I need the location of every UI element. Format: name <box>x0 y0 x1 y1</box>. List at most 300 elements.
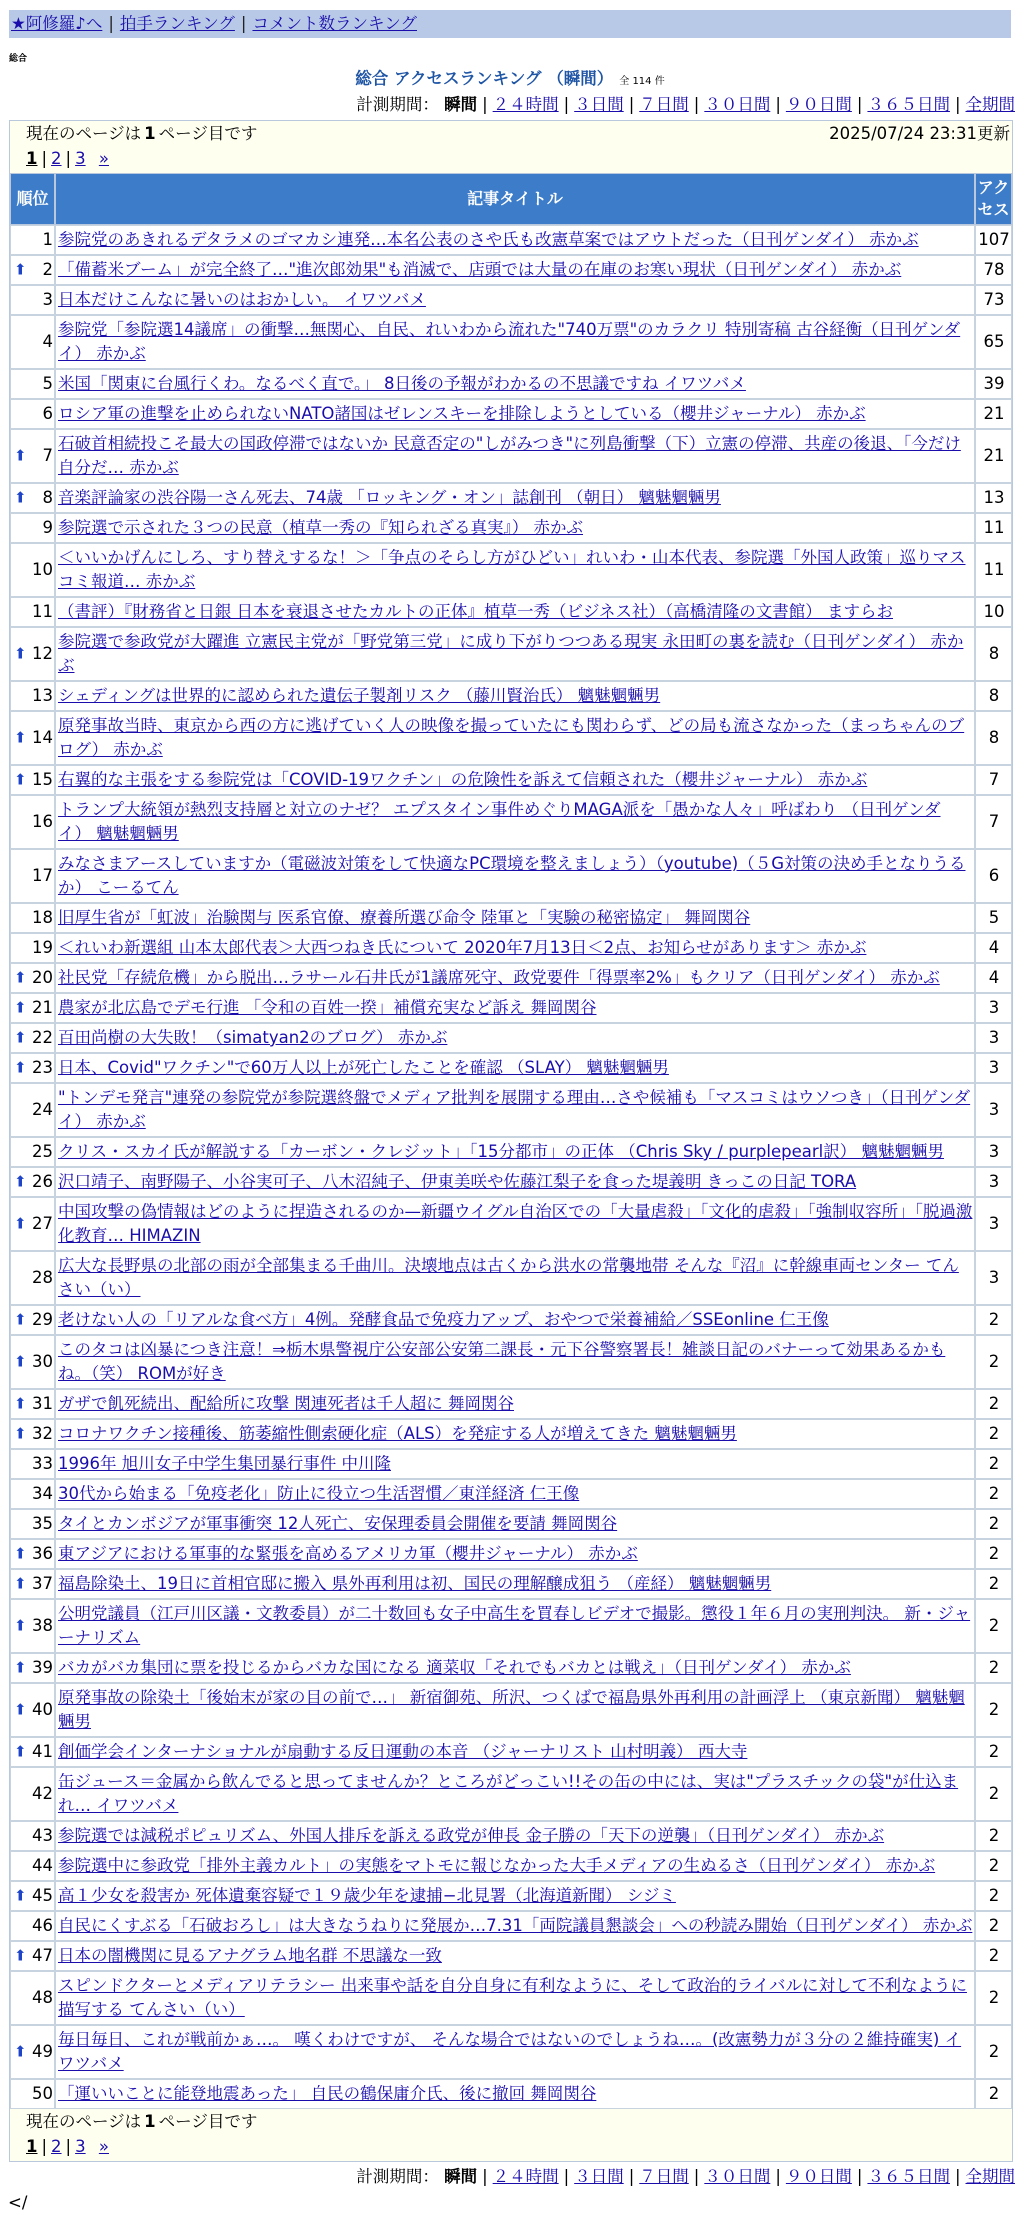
rank-up-icon: ⬆ <box>14 1700 27 1719</box>
rank-number: 50 <box>32 2084 53 2103</box>
rank-up-icon: ⬆ <box>14 2042 27 2061</box>
title-cell <box>55 963 975 993</box>
title-cell <box>55 1197 975 1251</box>
table-row <box>10 1449 1012 1479</box>
pager-status-text: 現在のページは <box>26 2112 142 2131</box>
rank-cell <box>10 1335 55 1389</box>
rank-number: 38 <box>32 1616 53 1635</box>
title-cell <box>55 1737 975 1767</box>
rank-cell <box>10 1971 55 2025</box>
article-title-link[interactable]: 参院選で参政党が大躍進 立憲民主党が「野党第三党」に成り下がりつつある現実 永田町の裏を読む（日刊ゲンダイ） 赤かぶ <box>58 632 964 675</box>
period-separator: | <box>856 95 863 114</box>
title-cell <box>55 1251 975 1305</box>
table-row <box>10 1821 1012 1851</box>
access-count: 6 <box>975 849 1012 903</box>
total-count: 全 114 件 <box>619 76 665 87</box>
title-cell <box>55 1419 975 1449</box>
article-title-link[interactable]: 「運いいことに能登地震あった」 自民の鶴保庸介氏、後に撤回 舞岡関谷 <box>58 2084 597 2103</box>
rank-number: 25 <box>32 1142 53 1161</box>
rank-up-icon: ⬆ <box>14 1742 27 1761</box>
rank-number: 20 <box>32 968 53 987</box>
rank-cell <box>10 933 55 963</box>
table-row <box>10 627 1012 681</box>
access-count: 2 <box>975 1911 1012 1941</box>
table-row <box>10 1683 1012 1737</box>
table-row <box>10 765 1012 795</box>
table-row <box>10 903 1012 933</box>
title-cell <box>55 903 975 933</box>
pagination <box>26 147 1012 173</box>
title-cell <box>55 933 975 963</box>
period-link-365d[interactable]: ３６５日間 <box>867 2167 950 2186</box>
rank-cell <box>10 1389 55 1419</box>
pager-status-suffix: ページ目です <box>158 2112 258 2131</box>
period-separator: | <box>775 2167 781 2186</box>
table-row <box>10 483 1012 513</box>
title-cell <box>55 1167 975 1197</box>
page-link-next[interactable]: » <box>98 149 109 168</box>
trailing-text: </ <box>8 2193 28 2212</box>
access-count: 107 <box>975 225 1012 255</box>
period-link-3d[interactable]: ３日間 <box>574 2167 624 2186</box>
rank-up-icon: ⬆ <box>14 770 27 789</box>
rank-cell <box>10 1911 55 1941</box>
article-title-link[interactable]: スピンドクターとメディアリテラシー 出来事や話を自分自身に有利なように、そして政治的ライバルに対して不利なように描写する てんさい（い） <box>58 1976 967 2019</box>
rank-cell <box>10 1449 55 1479</box>
rank-cell <box>10 1737 55 1767</box>
table-row <box>10 1539 1012 1569</box>
title-cell <box>55 795 975 849</box>
table-row <box>10 2025 1012 2079</box>
rank-cell <box>10 1083 55 1137</box>
table-row <box>10 255 1012 285</box>
article-title-link[interactable]: 日本だけこんなに暑いのはおかしい。 イワツバメ <box>58 290 426 309</box>
pager-current-number: 1 <box>144 2112 156 2131</box>
access-count: 2 <box>975 1767 1012 1821</box>
article-title-link[interactable]: 公明党議員（江戸川区議・文教委員）が二十数回も女子中高生を買春しビデオで撮影。懲役１年６月の実刑判決。 新・ジャーナリズム <box>58 1604 971 1647</box>
rank-cell <box>10 765 55 795</box>
period-link-7d[interactable]: ７日間 <box>639 2167 689 2186</box>
rank-cell <box>10 1479 55 1509</box>
access-count: 3 <box>975 1137 1012 1167</box>
rank-number: 22 <box>32 1028 53 1047</box>
rank-cell <box>10 1053 55 1083</box>
article-title-link[interactable]: 参院党のあきれるデタラメのゴマカシ連発…本名公表のさや氏も改憲草案ではアウトだった（日刊ゲンダイ） 赤かぶ <box>58 230 919 249</box>
period-separator: | <box>628 2167 635 2186</box>
rank-up-icon: ⬆ <box>14 1574 27 1593</box>
access-count: 5 <box>975 903 1012 933</box>
table-row <box>10 1851 1012 1881</box>
rank-cell <box>10 903 55 933</box>
access-count: 21 <box>975 429 1012 483</box>
article-title-link[interactable]: ロシア軍の進撃を止められないNATO諸国はゼレンスキーを排除しようとしている（櫻井ジャーナル） 赤かぶ <box>58 404 866 423</box>
pager-current-number: 1 <box>144 124 156 143</box>
period-separator: | <box>693 95 700 114</box>
article-title-link[interactable]: 中国攻撃の偽情報はどのように捏造されるのか—新疆ウイグル自治区での「大量虐殺」「文化的虐殺」「強制収容所」「脱過激化教育… HIMAZIN <box>58 1202 973 1245</box>
article-title-link[interactable]: 参院選中に参政党「排外主義カルト」の実態をマトモに報じなかった大手メディアの生ぬるさ（日刊ゲンダイ） 赤かぶ <box>58 1856 936 1875</box>
article-title-link[interactable]: タイとカンボジアが軍事衝突 12人死亡、安保理委員会開催を要請 舞岡関谷 <box>58 1514 618 1533</box>
ranking-table <box>10 173 1012 2109</box>
period-separator: | <box>482 2167 488 2186</box>
rank-number: 31 <box>32 1394 53 1413</box>
title-cell <box>55 765 975 795</box>
rank-number: 4 <box>42 332 53 351</box>
access-count: 2 <box>975 2025 1012 2079</box>
rank-number: 23 <box>32 1058 53 1077</box>
table-row <box>10 1197 1012 1251</box>
access-count: 2 <box>975 1881 1012 1911</box>
rank-number: 44 <box>32 1856 53 1875</box>
period-separator: | <box>954 95 961 114</box>
rank-up-icon: ⬆ <box>14 1424 27 1443</box>
period-separator: | <box>482 95 488 114</box>
rank-up-icon: ⬆ <box>14 1946 27 1965</box>
title-cell <box>55 1653 975 1683</box>
access-count: 2 <box>975 1851 1012 1881</box>
table-row <box>10 429 1012 483</box>
table-row <box>10 795 1012 849</box>
title-cell <box>55 513 975 543</box>
rank-number: 18 <box>32 908 53 927</box>
table-row <box>10 1653 1012 1683</box>
period-link-90d[interactable]: ９０日間 <box>785 95 852 114</box>
title-cell <box>55 1023 975 1053</box>
access-count: 2 <box>975 1737 1012 1767</box>
rank-number: 34 <box>32 1484 53 1503</box>
rank-cell <box>10 399 55 429</box>
rank-up-icon: ⬆ <box>14 260 27 279</box>
rank-up-icon: ⬆ <box>14 1058 27 1077</box>
title-cell <box>55 483 975 513</box>
rank-cell <box>10 369 55 399</box>
title-cell <box>55 1599 975 1653</box>
article-title-link[interactable]: クリス・スカイ氏が解説する「カーボン・クレジット」「15分都市」の正体 （Chris Sky / purplepearl訳） 魑魅魍魎男 <box>58 1142 944 1161</box>
article-title-link[interactable]: 旧厚生省が「虹波」治験関与 医系官僚、療養所選び命令 陸軍と「実験の秘密協定」 舞岡関谷 <box>58 908 751 927</box>
access-count: 2 <box>975 1449 1012 1479</box>
article-title-link[interactable]: 「備蓄米ブーム」が完全終了…"進次郎効果"も消滅で、店頭では大量の在庫のお寒い現状（日刊ゲンダイ） 赤かぶ <box>58 260 902 279</box>
table-row <box>10 1137 1012 1167</box>
rank-up-icon: ⬆ <box>14 968 27 987</box>
access-count: 3 <box>975 1053 1012 1083</box>
title-cell <box>55 1767 975 1821</box>
page-separator: | <box>65 149 72 168</box>
rank-cell <box>10 1419 55 1449</box>
access-count: 2 <box>975 1599 1012 1653</box>
title-cell <box>55 711 975 765</box>
page-link-3[interactable]: 3 <box>75 2137 86 2156</box>
access-count: 2 <box>975 1569 1012 1599</box>
rank-cell <box>10 285 55 315</box>
period-current: 瞬間 <box>444 2167 478 2186</box>
title-cell <box>55 1479 975 1509</box>
access-count: 2 <box>975 1419 1012 1449</box>
title-cell <box>55 1335 975 1389</box>
rank-number: 24 <box>32 1100 53 1119</box>
period-link-24h[interactable]: ２４時間 <box>492 95 559 114</box>
rank-number: 1 <box>42 230 53 249</box>
rank-cell <box>10 1137 55 1167</box>
article-title-link[interactable]: 日本の闇機関に見るアナグラム地名群 不思議な一致 <box>58 1946 442 1965</box>
title-cell <box>55 1683 975 1737</box>
nav-separator: | <box>108 14 114 33</box>
table-row <box>10 681 1012 711</box>
page-link-current[interactable]: 1 <box>26 2137 38 2156</box>
rank-cell <box>10 225 55 255</box>
rank-number: 15 <box>32 770 53 789</box>
rank-number: 37 <box>32 1574 53 1593</box>
rank-number: 19 <box>32 938 53 957</box>
table-row <box>10 1305 1012 1335</box>
rank-cell <box>10 963 55 993</box>
period-label: 計測期間： <box>356 95 439 114</box>
title-cell <box>55 429 975 483</box>
rank-cell <box>10 795 55 849</box>
title-cell <box>55 1821 975 1851</box>
period-link-7d[interactable]: ７日間 <box>639 95 689 114</box>
rank-number: 36 <box>32 1544 53 1563</box>
article-title-link[interactable]: 米国「関東に台風行くわ。なるべく直で。」 8日後の予報がわかるの不思議ですね イワツバメ <box>58 374 746 393</box>
home-link[interactable]: ★阿修羅♪へ <box>11 14 103 33</box>
period-link-all[interactable]: 全期間 <box>965 95 1015 114</box>
access-count: 3 <box>975 1083 1012 1137</box>
title-cell <box>55 2025 975 2079</box>
article-title-link[interactable]: 老けない人の「リアルな食べ方」4例。発酵食品で免疫力アップ、おやつで栄養補給／SSEonline 仁王像 <box>58 1310 829 1329</box>
rank-up-icon: ⬆ <box>14 1310 27 1329</box>
article-title-link[interactable]: 原発事故の除染土「後始末が家の目の前で…」 新宿御苑、所沢、つくばで福島県外再利用の計画浮上 （東京新聞） 魑魅魍魎男 <box>58 1688 965 1731</box>
access-count: 2 <box>975 1389 1012 1419</box>
article-title-link[interactable]: （書評）『財務省と日銀 日本を衰退させたカルトの正体』植草一秀（ビジネス社）（高橋清隆の文書館） ますらお <box>58 602 893 621</box>
article-title-link[interactable]: 農家が北広島でデモ行進 「令和の百姓一揆」補償充実など訴え 舞岡関谷 <box>58 998 597 1017</box>
article-title-link[interactable]: 沢口靖子、南野陽子、小谷実可子、八木沼純子、伊東美咲や佐藤江梨子を食った堤義明 きっこの日記 TORA <box>58 1172 857 1191</box>
access-count: 39 <box>975 369 1012 399</box>
period-link-30d[interactable]: ３０日間 <box>704 2167 771 2186</box>
title-cell <box>55 2079 975 2109</box>
article-title-link[interactable]: 原発事故当時、東京から西の方に逃げていく人の映像を撮っていたにも関わらず、どの局も流さなかった（まっちゃんのブログ） 赤かぶ <box>58 716 965 759</box>
pager-top <box>10 121 1012 173</box>
table-row <box>10 1167 1012 1197</box>
table-body <box>10 225 1012 2109</box>
access-count: 78 <box>975 255 1012 285</box>
article-title-link[interactable]: 1996年 旭川女子中学生集団暴行事件 中川隆 <box>58 1454 391 1473</box>
rank-cell <box>10 1599 55 1653</box>
article-title-link[interactable]: "トンデモ発言"連発の参院党が参院選終盤でメディア批判を展開する理由…さや候補も「マスコミはウソつき」（日刊ゲンダイ） 赤かぶ <box>58 1088 971 1131</box>
access-count: 3 <box>975 993 1012 1023</box>
access-count: 2 <box>975 1509 1012 1539</box>
access-count: 21 <box>975 399 1012 429</box>
rank-cell <box>10 2025 55 2079</box>
rank-cell <box>10 1167 55 1197</box>
title-cell <box>55 681 975 711</box>
rank-up-icon: ⬆ <box>14 644 27 663</box>
rank-up-icon: ⬆ <box>14 728 27 747</box>
period-link-365d[interactable]: ３６５日間 <box>867 95 950 114</box>
title-cell <box>55 1389 975 1419</box>
article-title-link[interactable]: 参院選で示された３つの民意（植草一秀の『知られざる真実』） 赤かぶ <box>58 518 583 537</box>
article-title-link[interactable]: 参院党「参院選14議席」の衝撃…無関心、自民、れいわから流れた"740万票"のカラクリ 特別寄稿 古谷経衡（日刊ゲンダイ） 赤かぶ <box>58 320 961 363</box>
table-row <box>10 2079 1012 2109</box>
rank-number: 48 <box>32 1988 53 2007</box>
period-link-30d[interactable]: ３０日間 <box>704 95 771 114</box>
access-count: 2 <box>975 1539 1012 1569</box>
article-title-link[interactable]: ガザで飢死続出、配給所に攻撃 関連死者は千人超に 舞岡関谷 <box>58 1394 514 1413</box>
category-label: 総合 <box>9 54 28 64</box>
table-row <box>10 963 1012 993</box>
period-separator: | <box>563 2167 570 2186</box>
table-row <box>10 1599 1012 1653</box>
access-count: 11 <box>975 543 1012 597</box>
title-cell <box>55 627 975 681</box>
table-row <box>10 1479 1012 1509</box>
period-link-90d[interactable]: ９０日間 <box>785 2167 852 2186</box>
article-title-link[interactable]: 右翼的な主張をする参院党は「COVID-19ワクチン」の危険性を訴えて信頼された（櫻井ジャーナル） 赤かぶ <box>58 770 868 789</box>
article-title-link[interactable]: みなさまアースしていますか（電磁波対策をして快適なPC環境を整えましょう）（youtube)（５G対策の決め手となりうるか） こーるてん <box>58 854 966 897</box>
rank-cell <box>10 849 55 903</box>
article-title-link[interactable]: コロナワクチン接種後、筋萎縮性側索硬化症（ALS）を発症する人が増えてきた 魑魅魍魎男 <box>58 1424 737 1443</box>
page-link-2[interactable]: 2 <box>51 2137 62 2156</box>
rank-up-icon: ⬆ <box>14 998 27 1017</box>
article-title-link[interactable]: 自民にくすぶる「石破おろし」は大きなうねりに発展か…7.31「両院議員懇談会」への秒読み開始（日刊ゲンダイ） 赤かぶ <box>58 1916 973 1935</box>
article-title-link[interactable]: 音楽評論家の渋谷陽一さん死去、74歳 「ロッキング・オン」誌創刊 （朝日） 魑魅魍魎男 <box>58 488 721 507</box>
page-separator <box>90 149 95 168</box>
rank-up-icon: ⬆ <box>14 1352 27 1371</box>
page-link-3[interactable]: 3 <box>75 149 86 168</box>
pager-status-suffix: ページ目です <box>158 124 258 143</box>
nav-separator: | <box>240 14 247 33</box>
rank-up-icon: ⬆ <box>14 1394 27 1413</box>
table-row <box>10 1767 1012 1821</box>
access-count: 73 <box>975 285 1012 315</box>
article-title-link[interactable]: 高１少女を殺害か 死体遺棄容疑で１９歳少年を逮捕−北見署（北海道新聞） シジミ <box>58 1886 676 1905</box>
period-link-all[interactable]: 全期間 <box>965 2167 1015 2186</box>
rank-cell <box>10 1851 55 1881</box>
article-title-link[interactable]: 広大な長野県の北部の雨が全部集まる千曲川。決壊地点は古くから洪水の常襲地帯 そんな『沼』に幹線車両センター てんさい（い） <box>58 1256 959 1299</box>
title-cell <box>55 1083 975 1137</box>
rank-cell <box>10 2079 55 2109</box>
header-title: 記事タイトル <box>55 173 975 225</box>
rank-number: 9 <box>42 518 53 537</box>
title-cell <box>55 1137 975 1167</box>
table-header-row <box>10 173 1012 225</box>
table-row <box>10 849 1012 903</box>
page-link-2[interactable]: 2 <box>51 149 62 168</box>
title-cell <box>55 285 975 315</box>
article-title-link[interactable]: 缶ジュース＝金属から飲んでると思ってませんか？ところがどっこい!!その缶の中には、実は"プラスチックの袋"が仕込まれ… イワツバメ <box>58 1772 959 1815</box>
table-row <box>10 1251 1012 1305</box>
rank-number: 29 <box>32 1310 53 1329</box>
title-cell <box>55 315 975 369</box>
rank-number: 43 <box>32 1826 53 1845</box>
access-count: 3 <box>975 1197 1012 1251</box>
access-count: 2 <box>975 1479 1012 1509</box>
rank-number: 14 <box>32 728 53 747</box>
rank-cell <box>10 1251 55 1305</box>
page-link-current[interactable]: 1 <box>26 149 38 168</box>
rank-number: 30 <box>32 1352 53 1371</box>
rank-cell <box>10 711 55 765</box>
access-count: 4 <box>975 933 1012 963</box>
article-title-link[interactable]: シェディングは世界的に認められた遺伝子製剤リスク （藤川賢治氏） 魑魅魍魎男 <box>58 686 661 705</box>
rank-cell <box>10 597 55 627</box>
access-count: 2 <box>975 1971 1012 2025</box>
access-count: 2 <box>975 2079 1012 2109</box>
article-title-link[interactable]: ＜れいわ新選組 山本太郎代表＞大西つねき氏について 2020年7月13日＜2点、お知らせがあります＞ 赤かぶ <box>58 938 867 957</box>
access-count: 4 <box>975 963 1012 993</box>
rank-cell <box>10 1683 55 1737</box>
table-row <box>10 1941 1012 1971</box>
article-title-link[interactable]: 東アジアにおける軍事的な緊張を高めるアメリカ軍（櫻井ジャーナル） 赤かぶ <box>58 1544 638 1563</box>
article-title-link[interactable]: ＜いいかげんにしろ、すり替えするな！＞「争点のそらし方がひどい」れいわ・山本代表、参院選「外国人政策」巡りマスコミ報道… 赤かぶ <box>58 548 966 591</box>
table-row <box>10 1083 1012 1137</box>
article-title-link[interactable]: 社民党「存続危機」から脱出…ラサール石井氏が1議席死守、政党要件「得票率2%」もクリア（日刊ゲンダイ） 赤かぶ <box>58 968 940 987</box>
access-count: 2 <box>975 1821 1012 1851</box>
rank-up-icon: ⬆ <box>14 1544 27 1563</box>
period-link-3d[interactable]: ３日間 <box>574 95 624 114</box>
period-current: 瞬間 <box>444 95 478 114</box>
rank-number: 16 <box>32 812 53 831</box>
period-separator: | <box>563 95 570 114</box>
pagination <box>26 2135 1012 2161</box>
article-title-link[interactable]: 参院選では減税ポピュリズム、外国人排斥を訴える政党が伸長 金子勝の「天下の逆襲」（日刊ゲンダイ） 赤かぶ <box>58 1826 885 1845</box>
title-cell <box>55 1881 975 1911</box>
period-separator: | <box>954 2167 961 2186</box>
access-count: 8 <box>975 711 1012 765</box>
period-link-24h[interactable]: ２４時間 <box>492 2167 559 2186</box>
rank-cell <box>10 1023 55 1053</box>
rank-cell <box>10 1821 55 1851</box>
access-count: 2 <box>975 1941 1012 1971</box>
article-title-link[interactable]: 日本、Covid"ワクチン"で60万人以上が死亡したことを確認 （SLAY） 魑魅魍魎男 <box>58 1058 669 1077</box>
rank-number: 21 <box>32 998 53 1017</box>
article-title-link[interactable]: 30代から始まる「免疫老化」防止に役立つ生活習慣／東洋経済 仁王像 <box>58 1484 580 1503</box>
header-access: アクセス <box>975 173 1012 225</box>
article-title-link[interactable]: 百田尚樹の大失敗！（simatyan2のブログ） 赤かぶ <box>58 1028 448 1047</box>
article-title-link[interactable]: 福島除染土、19日に首相官邸に搬入 県外再利用は初、国民の理解醸成狙う （産経） 魑魅魍魎男 <box>58 1574 772 1593</box>
rank-cell <box>10 513 55 543</box>
rank-number: 42 <box>32 1784 53 1803</box>
article-title-link[interactable]: 創価学会インターナショナルが扇動する反日運動の本音 （ジャーナリスト 山村明義） 西大寺 <box>58 1742 748 1761</box>
article-title-link[interactable]: バカがバカ集団に票を投じるからバカな国になる 適菜収「それでもバカとは戦え」（日刊ゲンダイ） 赤かぶ <box>58 1658 851 1677</box>
rank-number: 39 <box>32 1658 53 1677</box>
rank-number: 10 <box>32 560 53 579</box>
page-title: 総合 アクセスランキング （瞬間） <box>355 69 614 88</box>
rank-up-icon: ⬆ <box>14 1658 27 1677</box>
page-link-next[interactable]: » <box>98 2137 109 2156</box>
table-row <box>10 1569 1012 1599</box>
table-row <box>10 1053 1012 1083</box>
table-row <box>10 711 1012 765</box>
article-title-link[interactable]: このタコは凶暴につき注意！⇒栃木県警視庁公安部公安第二課長・元下谷警察署長！雑談日記のバナーって効果あるかもね。（笑） ROMが好き <box>58 1340 946 1383</box>
period-selector-bottom <box>0 2166 1015 2188</box>
access-count: 3 <box>975 1251 1012 1305</box>
access-count: 13 <box>975 483 1012 513</box>
article-title-link[interactable]: トランプ大統領が熱烈支持層と対立のナゼ？ エプスタイン事件めぐりMAGA派を「愚かな人々」呼ばわり （日刊ゲンダイ） 魑魅魍魎男 <box>58 800 941 843</box>
clap-ranking-link[interactable]: 拍手ランキング <box>119 14 235 33</box>
article-title-link[interactable]: 毎日毎日、これが戦前かぁ…。 嘆くわけですが、 そんな場合ではないのでしょうね…。(改憲勢力が３分の２維持確実) イワツバメ <box>58 2030 962 2073</box>
title-cell <box>55 1539 975 1569</box>
period-separator: | <box>856 2167 863 2186</box>
rank-number: 7 <box>42 446 53 465</box>
table-row <box>10 1971 1012 2025</box>
pager-status <box>26 2109 1012 2135</box>
comment-ranking-link[interactable]: コメント数ランキング <box>252 14 417 33</box>
article-title-link[interactable]: 石破首相続投こそ最大の国政停滞ではないか 民意否定の"しがみつき"に列島衝撃（下）立憲の停滞、共産の後退、「今だけ自分だ… 赤かぶ <box>58 434 961 477</box>
title-cell <box>55 399 975 429</box>
access-count: 2 <box>975 1653 1012 1683</box>
rank-cell <box>10 315 55 369</box>
table-row <box>10 993 1012 1023</box>
rank-number: 33 <box>32 1454 53 1473</box>
access-count: 7 <box>975 795 1012 849</box>
